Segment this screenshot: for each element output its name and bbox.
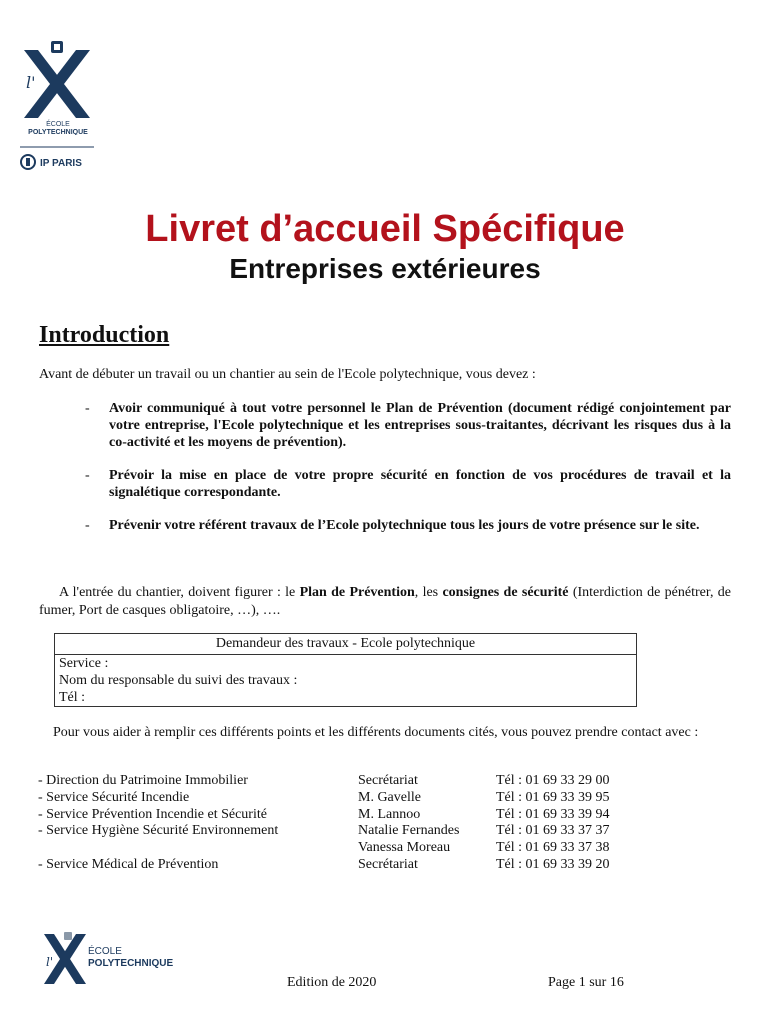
service-name: - Service Médical de Prévention: [38, 856, 219, 872]
footer-polytechnique-logo: [42, 928, 177, 990]
footer-logo-line1: ÉCOLE: [88, 946, 122, 957]
box-tel: Tél :: [59, 690, 86, 705]
box-service: Service :: [59, 656, 109, 671]
contact-phone: Tél : 01 69 33 37 38: [496, 840, 610, 856]
contact-person: Vanessa Moreau: [358, 840, 451, 856]
demandeur-box: [54, 633, 637, 707]
contact-person: Secrétariat: [358, 856, 418, 872]
plan-prevention-bold: Plan de Prévention: [299, 585, 415, 600]
contact-person: M. Lannoo: [358, 806, 421, 822]
contact-phone: Tél : 01 69 33 39 20: [496, 856, 610, 872]
contact-phone: Tél : 01 69 33 37 37: [496, 823, 610, 839]
contact-person: Natalie Fernandes: [358, 823, 460, 839]
chantier-text: A l'entrée du chantier, doivent figurer : le: [59, 585, 300, 600]
contact-phone: Tél : 01 69 33 39 94: [496, 806, 610, 822]
chantier-text: , les: [414, 585, 443, 600]
contact-paragraph: Pour vous aider à remplir ces différents points et les différents documents cités, vous pouvez prendre contact avec :: [53, 725, 699, 740]
contact-phones-column: [496, 773, 610, 874]
contact-phone: Tél : 01 69 33 29 00: [496, 773, 610, 788]
contact-person: Secrétariat: [358, 773, 418, 788]
chantier-text: (Interdiction de pénétrer, de fumer, Port de casques obligatoire, …), ….: [39, 585, 731, 618]
ecole-polytechnique-logo: [18, 40, 98, 135]
bullet-text: Avoir communiqué à tout votre personnel le Plan de Prévention (document rédigé conjointement par votre entreprise, l'Ecole polytechnique et les entreprises sous-traitantes, décrivant les risques dus à la co-activité et les moyens de prévention).: [109, 401, 731, 450]
chantier-paragraph: [39, 584, 731, 620]
page-number: Page 1 sur 16: [548, 975, 624, 990]
box-header: Demandeur des travaux - Ecole polytechnique: [55, 634, 636, 655]
contact-phone: Tél : 01 69 33 39 95: [496, 789, 610, 805]
bullet-item: [39, 400, 731, 451]
document-subtitle: Entreprises extérieures: [229, 253, 541, 284]
logo-initial: l': [26, 73, 36, 92]
bullet-item: [39, 517, 731, 534]
logo-line1: ÉCOLE: [46, 121, 70, 128]
spacer: [38, 840, 278, 857]
intro-heading: Introduction: [39, 322, 170, 348]
consignes-bold: consignes de sécurité: [442, 585, 569, 600]
intro-lead: Avant de débuter un travail ou un chantier au sein de l'Ecole polytechnique, vous devez :: [39, 367, 536, 382]
bullet-text: Prévenir votre référent travaux de l’Ecole polytechnique tous les jours de votre présence sur le site.: [109, 518, 700, 533]
service-name: - Service Sécurité Incendie: [38, 789, 190, 805]
bullet-item: [39, 467, 731, 501]
contact-persons-column: [358, 773, 459, 874]
bullet-dash: -: [85, 468, 90, 483]
ip-paris-text: IP PARIS: [40, 158, 82, 169]
contact-services-column: [38, 773, 278, 874]
contact-person: M. Gavelle: [358, 789, 421, 805]
service-name: - Service Prévention Incendie et Sécurité: [38, 806, 267, 822]
bullet-dash: -: [85, 518, 90, 533]
edition-label: Edition de 2020: [287, 975, 377, 990]
service-name: - Direction du Patrimoine Immobilier: [38, 773, 248, 788]
footer-logo-line2: POLYTECHNIQUE: [88, 958, 174, 969]
box-responsable: Nom du responsable du suivi des travaux :: [59, 673, 298, 688]
document-title: Livret d’accueil Spécifique: [145, 208, 625, 250]
bullet-text: Prévoir la mise en place de votre propre sécurité en fonction de vos procédures de travail et la signalétique correspondante.: [109, 468, 731, 500]
logo-line2: POLYTECHNIQUE: [28, 129, 88, 135]
bullet-dash: -: [85, 401, 90, 416]
footer-logo-initial: l': [46, 955, 54, 969]
service-name: - Service Hygiène Sécurité Environnement: [38, 823, 279, 839]
ip-paris-logo: [18, 146, 96, 174]
